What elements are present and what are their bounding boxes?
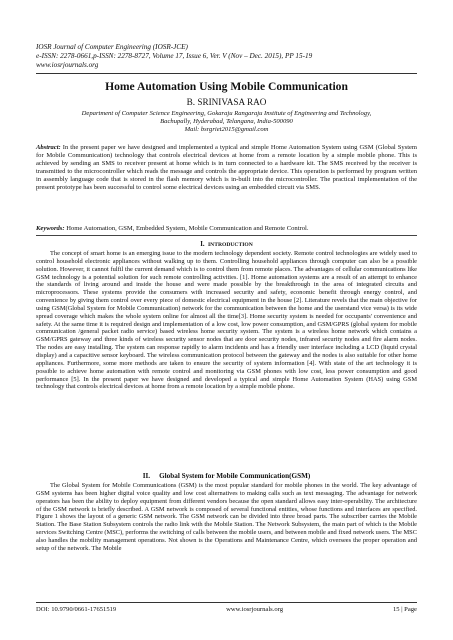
author-email[interactable]: Mail: bsrgriet2015@gmail.com [184, 126, 269, 133]
section-1-number: I. [200, 241, 205, 248]
footer-page-number: 15 | Page [392, 606, 417, 613]
footer-doi: DOI: 10.9790/0661-17651519 [36, 606, 117, 613]
journal-website[interactable]: www.iosrjournals.org [36, 61, 99, 69]
journal-name: IOSR Journal of Computer Engineering (IOSR-JCE) [36, 43, 188, 51]
affiliation-line-1: Department of Computer Science Engineering, Gokaraju Rangaraju Institute of Engineering and Technology, [81, 110, 372, 117]
header-rule [36, 73, 417, 74]
paper-title: Home Automation Using Mobile Communication [105, 80, 348, 93]
author-affiliation [36, 110, 417, 134]
abstract-text: In the present paper we have designed and implemented a typical and simple Home Automation System using GSM (Global System for Mobile Communication) technology that controls electrical devices at home from a remote location by a simple mobile phone. This is achieved by sending an SMS to receiver present at home which is in turn connected to a hardware kit. The SMS received by the receiver is transmitted to the microcontroller which reads the message and controls the appropriate device. This operation is performed by program written in assembly language code that is stored in the flash memory which is in-built into the microcontroller. The practical implementation of the present prototype has been successful to control some electrical devices using an embedded circuit via SMS. [36, 144, 418, 191]
journal-header [36, 43, 416, 70]
section-1-body: The concept of smart home is an emerging issue to the modern technology dependent society. Remote control technologies are widely used to control household electronic appliances without walking up to them. Controlling household appliances through computer can also be a possible solution. However, it cannot fulfil the current demand which is to control them from remote places. The advantages of cellular communications like GSM technology is a potential solution for such remote controlling activities. [1]. Home automation systems are a result of an attempt to enhance the standards of living around and inside the house and were made possible by the breakthrough in the area of integrated circuits and microprocessors. These systems provide the consumers with increased security and safety, economic benefit through energy control, and convenience by giving them control over every piece of domestic electrical equipment in the house [2]. Literature revels that the main objective for using GSM(Global System for Mobile Communication) network for the communication between the home and the userstand vice versa) is its wide spread coverage which makes the whole system online for almost all the time[3]. Home security system is needed for occupants' convenience and safety. At the same time it is required design and implementation of a low cost, low power consumption, and GSM/GPRS (global system for mobile communication /general packet radio service) based wireless home security system. The system is a wireless home network which contains a GSM/GPRS gateway and three kinds of wireless security sensor nodes that are door security nodes, infrared security nodes and fire alarm nodes. The nodes are easy installing. The system can response rapidly to alarm incidents and has a friendly user interface including a LCD (liquid crystal display) and a capacitive sensor keyboard. The wireless communication protocol between the gateway and the nodes is also suitable for other home appliances. Furthermore, some more methods are taken to ensure the security of system information [4]. With state of the art technology it is possible to achieve home automation with remote control and monitoring via GSM phones with low cost, less power consumption and good performance [5]. In the present paper we have designed and developed a typical and simple Home Automation System (HAS) using GSM technology that controls electrical devices at home from a remote location by a simple mobile phone. [36, 250, 417, 391]
section-2-body: The Global System for Mobile Communications (GSM) is the most popular standard for mobile phones in the world. The key advantage of GSM systems has been higher digital voice quality and low cost alternatives to making calls such as text messaging. The advantage for network operators has been the ability to deploy equipment from different vendors because the open standard allows easy inter-operability. The architecture of the GSM network is briefly described. A GSM network is composed of several functional entities, whose functions and interfaces are specified. Figure 1 shows the layout of a generic GSM network. The GSM network can be divided into three broad parts. The subscriber carries the Mobile Station. The Base Station Subsystem controls the radio link with the Mobile Station. The Network Subsystem, the main part of which is the Mobile services Switching Centre (MSC), performs the switching of calls between the mobile users, and between mobile and fixed network users. The MSC also handles the mobility management operations. Not shown is the Operations and Maintenance Centre, which oversees the proper operation and setup of the network. The Mobile [36, 482, 417, 552]
journal-issn: e-ISSN: 2278-0661,p-ISSN: 2278-8727, Volume 17, Issue 6, Ver. V (Nov – Dec. 2015), PP 15-19 [36, 52, 313, 60]
section-2-heading [36, 472, 417, 480]
affiliation-line-2: Bachupally, Hyderabad, Telangana, India-500090 [160, 118, 293, 125]
author-name: B. SRINIVASA RAO [186, 97, 267, 107]
footer-website[interactable]: www.iosrjournals.org [226, 606, 284, 613]
section-2-title: Global System for Mobile Communication(GSM) [159, 472, 311, 480]
keywords [36, 225, 417, 232]
footer-rule [36, 602, 417, 603]
section-1-title: INTRODUCTION [208, 242, 253, 248]
abstract-rule [36, 235, 417, 236]
keywords-label: Keywords: [36, 225, 65, 232]
section-1-heading [36, 241, 417, 248]
page-footer [36, 606, 417, 613]
section-2-number: II. [142, 472, 151, 480]
abstract-label: Abstract: [36, 144, 61, 151]
keywords-text: Home Automation, GSM, Embedded System, Mobile Communication and Remote Control. [66, 225, 309, 232]
abstract [36, 144, 417, 191]
